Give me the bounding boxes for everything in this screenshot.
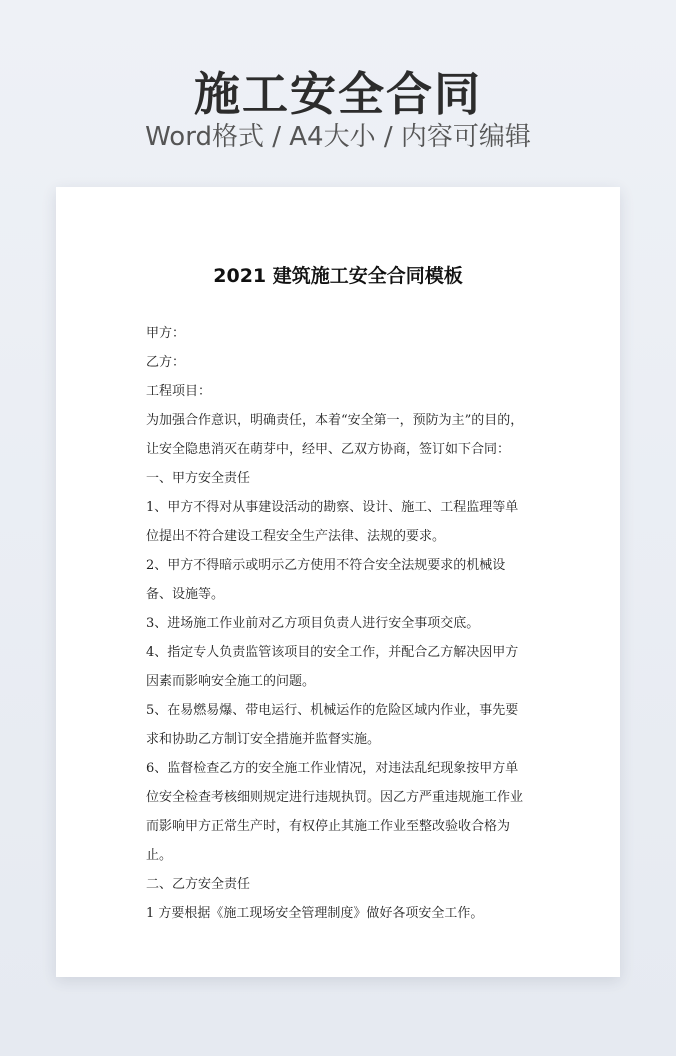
clause-a-4: 4、指定专人负责监管该项目的安全工作，并配合乙方解决因甲方因素而影响安全施工的问题。: [146, 645, 519, 689]
document-page: [56, 187, 620, 977]
clause-a-3: 3、进场施工作业前对乙方项目负责人进行安全事项交底。: [146, 616, 480, 631]
banner-subtitle: Word格式 / A4大小 / 内容可编辑: [145, 122, 531, 152]
party-a-line: 甲方：: [146, 326, 186, 341]
banner-title: 施工安全合同: [194, 67, 482, 121]
section-heading-party-b: 二、乙方安全责任: [146, 877, 251, 892]
project-line: 工程项目：: [146, 384, 212, 399]
document-title: 2021 建筑施工安全合同模板: [213, 265, 463, 287]
clause-a-5: 5、在易燃易爆、带电运行、机械运作的危险区域内作业，事先要求和协助乙方制订安全措施并监督实施。: [146, 703, 519, 747]
section-heading-party-a: 一、甲方安全责任: [146, 471, 251, 486]
clause-b-1: 1 方要根据《施工现场安全管理制度》做好各项安全工作。: [146, 906, 484, 921]
clause-a-1: 1、甲方不得对从事建设活动的勘察、设计、施工、工程监理等单位提出不符合建设工程安全生产法律、法规的要求。: [146, 500, 519, 544]
party-b-line: 乙方：: [146, 355, 186, 370]
clause-a-6: 6、监督检查乙方的安全施工作业情况，对违法乱纪现象按甲方单位安全检查考核细则规定进行违规执罚。因乙方严重违规施工作业而影响甲方正常生产时，有权停止其施工作业至整改验收合格为止。: [146, 761, 524, 863]
intro-paragraph: 为加强合作意识，明确责任，本着“安全第一，预防为主”的目的，让安全隐患消灭在萌芽中，经甲、乙双方协商，签订如下合同：: [146, 413, 524, 457]
clause-a-2: 2、甲方不得暗示或明示乙方使用不符合安全法规要求的机械设备、设施等。: [146, 558, 506, 602]
document-body: [146, 319, 530, 928]
